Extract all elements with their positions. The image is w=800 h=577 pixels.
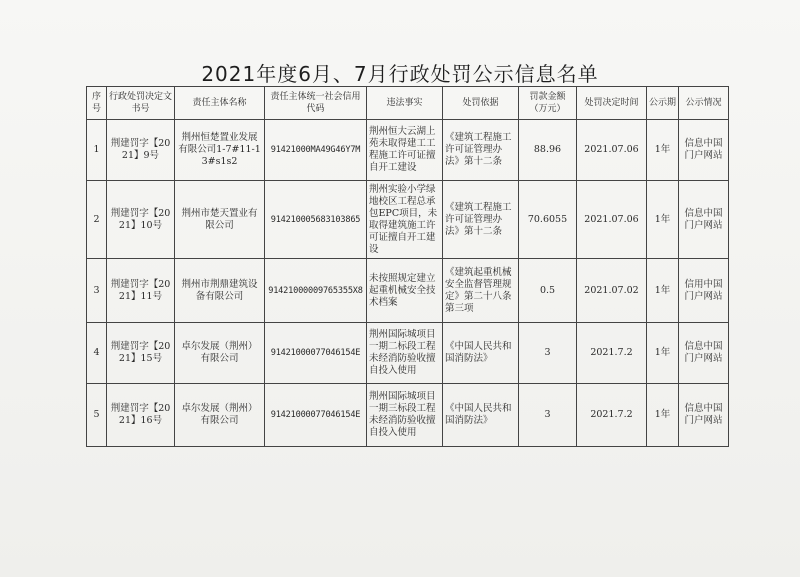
cell-status: 信用中国门户网站 [679, 259, 729, 323]
header-basis: 处罚依据 [443, 87, 519, 120]
cell-doc: 荆建罚字【2021】10号 [107, 181, 175, 259]
cell-entity: 卓尔发展（荆州）有限公司 [175, 323, 265, 384]
table-header-row [87, 87, 729, 120]
header-credit: 责任主体统一社会信用代码 [265, 87, 367, 120]
cell-entity: 荆州市楚天置业有限公司 [175, 181, 265, 259]
cell-doc: 荆建罚字【2021】16号 [107, 384, 175, 447]
header-doc: 行政处罚决定文书号 [107, 87, 175, 120]
cell-date: 2021.07.06 [577, 120, 647, 181]
cell-status: 信息中国门户网站 [679, 323, 729, 384]
cell-status: 信息中国门户网站 [679, 384, 729, 447]
cell-period: 1年 [647, 259, 679, 323]
cell-period: 1年 [647, 120, 679, 181]
header-status: 公示情况 [679, 87, 729, 120]
cell-credit: 91421000MA49G46Y7M [265, 120, 367, 181]
cell-fine: 70.6055 [519, 181, 577, 259]
table-row [87, 259, 729, 323]
table-row [87, 181, 729, 259]
cell-credit: 914210005683103865 [265, 181, 367, 259]
table-row [87, 120, 729, 181]
cell-date: 2021.7.2 [577, 323, 647, 384]
header-entity: 责任主体名称 [175, 87, 265, 120]
cell-fact: 荆州恒大云湖上苑未取得建工工程施工许可证擅自开工建设 [367, 120, 443, 181]
cell-no: 4 [87, 323, 107, 384]
table-row [87, 323, 729, 384]
penalty-table [86, 86, 729, 447]
cell-credit: 91421000009765355X8 [265, 259, 367, 323]
page-title: 2021年度6月、7月行政处罚公示信息名单 [201, 62, 599, 86]
header-fine: 罚款金额（万元） [519, 87, 577, 120]
cell-period: 1年 [647, 323, 679, 384]
cell-basis: 《中国人民共和国消防法》 [443, 323, 519, 384]
cell-credit: 91421000077046154E [265, 323, 367, 384]
cell-date: 2021.7.2 [577, 384, 647, 447]
cell-entity: 荆州市荆鼎建筑设备有限公司 [175, 259, 265, 323]
header-no: 序号 [87, 87, 107, 120]
header-fact: 违法事实 [367, 87, 443, 120]
cell-basis: 《建筑工程施工许可证管理办法》第十二条 [443, 120, 519, 181]
header-period: 公示期 [647, 87, 679, 120]
cell-fact: 荆州国际城项目一期三标段工程未经消防验收擅自投入使用 [367, 384, 443, 447]
cell-period: 1年 [647, 384, 679, 447]
cell-basis: 《建筑工程施工许可证管理办法》第十二条 [443, 181, 519, 259]
cell-fact: 荆州实验小学绿地校区工程总承包EPC项目，未取得建筑施工许可证擅自开工建设 [367, 181, 443, 259]
cell-doc: 荆建罚字【2021】15号 [107, 323, 175, 384]
cell-period: 1年 [647, 181, 679, 259]
cell-no: 2 [87, 181, 107, 259]
cell-entity: 荆州恒楚置业发展有限公司1-7#11-13#s1s2 [175, 120, 265, 181]
cell-no: 5 [87, 384, 107, 447]
cell-fine: 88.96 [519, 120, 577, 181]
cell-no: 1 [87, 120, 107, 181]
cell-status: 信息中国门户网站 [679, 120, 729, 181]
cell-fine: 3 [519, 384, 577, 447]
cell-fine: 3 [519, 323, 577, 384]
cell-date: 2021.07.06 [577, 181, 647, 259]
cell-basis: 《中国人民共和国消防法》 [443, 384, 519, 447]
cell-basis: 《建筑起重机械安全监督管理规定》第二十八条第三项 [443, 259, 519, 323]
cell-fact: 未按照规定建立起重机械安全技术档案 [367, 259, 443, 323]
cell-credit: 91421000077046154E [265, 384, 367, 447]
cell-doc: 荆建罚字【2021】11号 [107, 259, 175, 323]
header-date: 处罚决定时间 [577, 87, 647, 120]
cell-entity: 卓尔发展（荆州）有限公司 [175, 384, 265, 447]
table-row [87, 384, 729, 447]
cell-fine: 0.5 [519, 259, 577, 323]
cell-status: 信息中国门户网站 [679, 181, 729, 259]
cell-doc: 荆建罚字【2021】9号 [107, 120, 175, 181]
cell-no: 3 [87, 259, 107, 323]
cell-fact: 荆州国际城项目一期二标段工程未经消防验收擅自投入使用 [367, 323, 443, 384]
cell-date: 2021.07.02 [577, 259, 647, 323]
